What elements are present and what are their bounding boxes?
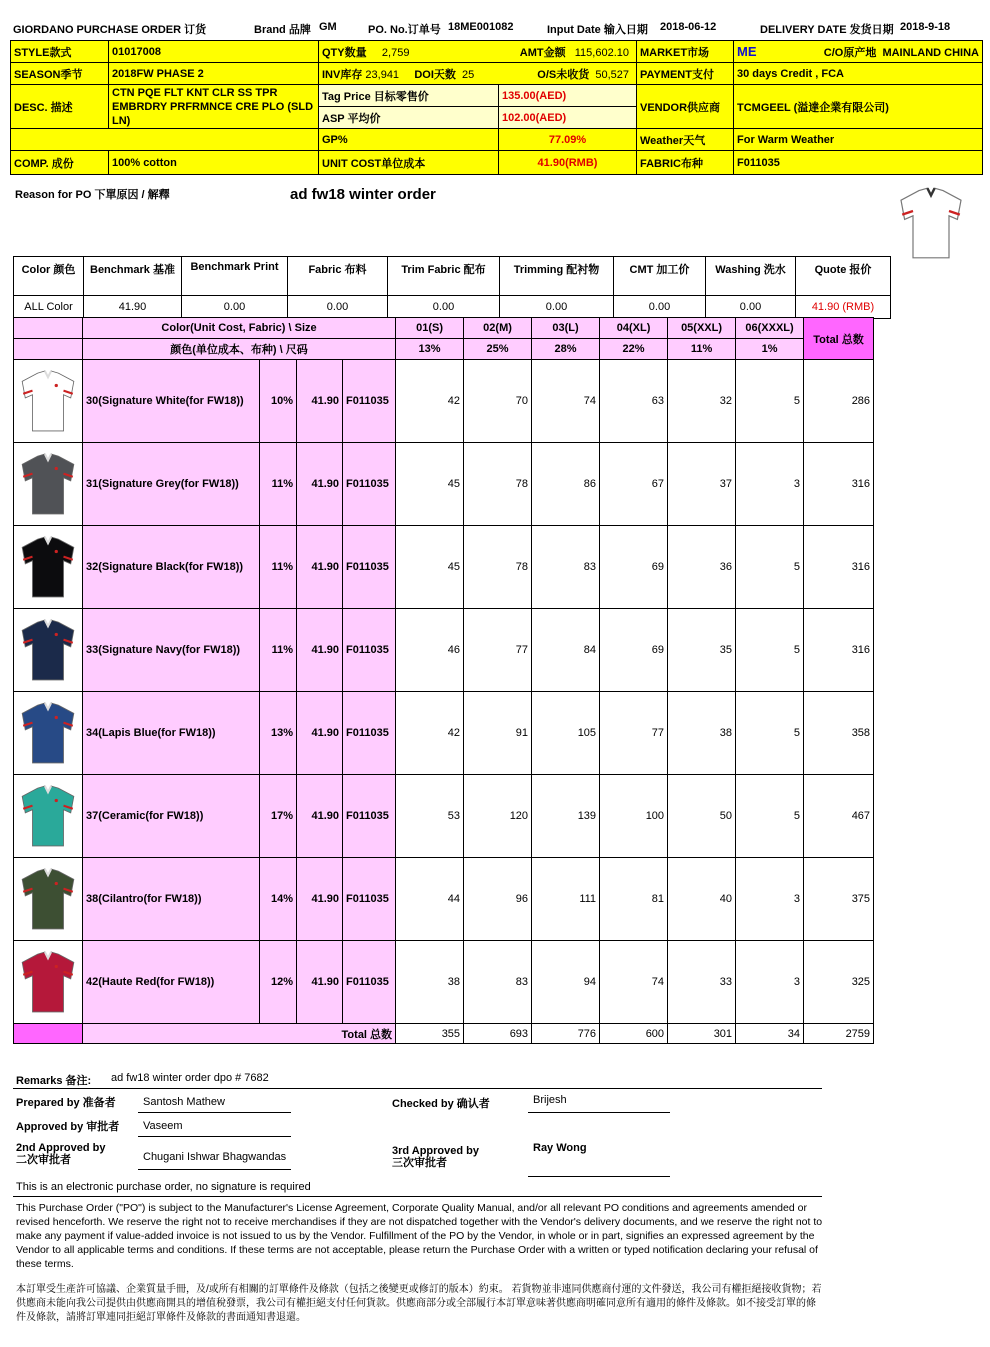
color-pct: 13% (260, 692, 297, 775)
unit-cost: 41.90 (297, 692, 343, 775)
product-image-cell (14, 443, 83, 526)
cost-table (13, 256, 891, 319)
cost-header: Fabric 布料 (288, 257, 388, 296)
order-row (14, 443, 874, 526)
size-quantity: 42 (396, 692, 464, 775)
product-image-cell (14, 609, 83, 692)
size-quantity: 38 (396, 941, 464, 1024)
polo-shirt-icon (17, 529, 79, 605)
size-quantity: 46 (396, 609, 464, 692)
cost-header: Benchmark Print (182, 257, 288, 296)
brand-value: GM (319, 21, 337, 33)
color-name: 30(Signature White(for FW18)) (83, 360, 260, 443)
doi-value: 25 (462, 68, 475, 81)
size-quantity: 5 (736, 692, 804, 775)
size-quantity: 42 (396, 360, 464, 443)
approved-value: Vaseem (143, 1120, 183, 1132)
color-pct: 14% (260, 858, 297, 941)
market-value: ME (737, 43, 757, 59)
order-table (13, 317, 874, 1044)
product-image-cell (14, 692, 83, 775)
size-quantity: 50 (668, 775, 736, 858)
color-name: 33(Signature Navy(for FW18)) (83, 609, 260, 692)
qty-amt-cell (319, 41, 637, 63)
size-pct: 22% (600, 339, 668, 360)
terms-chinese: 本訂單受生產許可協議、企業質量手冊，及/或所有相關的訂單條件及條款（包括之後變更或修訂的版本）約束。 若貨物並非連同供應商付運的文件發送，我公司有權拒絕接收貨物；若供應商未能向我公司提供由供應商開具的增值稅發票，我公司有權拒絕支付任何貨款。供應商部分或全部履行本訂單意味著供應商明確同意所有適用的條件及條款。如不接受訂單的條件及條款，請將訂單連同拒絕訂單條件及條款的書面通知書退還。 (16, 1284, 822, 1323)
color-name: 32(Signature Black(for FW18)) (83, 526, 260, 609)
cost-header: Benchmark 基准 (84, 257, 182, 296)
approved3-value: Ray Wong (533, 1142, 587, 1154)
size-quantity: 5 (736, 609, 804, 692)
color-name: 38(Cilantro(for FW18)) (83, 858, 260, 941)
signature-line (138, 1136, 291, 1137)
cost-header: Trimming 配衬物 (500, 257, 614, 296)
total-label: Total 总数 (83, 1024, 396, 1044)
fabric-code: F011035 (343, 941, 396, 1024)
order-row (14, 360, 874, 443)
fabric-code: F011035 (343, 692, 396, 775)
asp-value: 102.00(AED) (499, 107, 637, 129)
season-value: 2018FW PHASE 2 (109, 63, 319, 85)
row-total: 286 (804, 360, 874, 443)
cost-value: 41.90 (84, 296, 182, 319)
gp-label: GP% (319, 129, 499, 151)
comp-value: 100% cotton (109, 151, 319, 175)
gp-value: 77.09% (499, 129, 637, 151)
row-total: 316 (804, 609, 874, 692)
unit-cost: 41.90 (297, 526, 343, 609)
cost-header: Washing 洗水 (706, 257, 796, 296)
order-row (14, 941, 874, 1024)
cost-header: Trim Fabric 配布 (388, 257, 500, 296)
unit-cost-label: UNIT COST单位成本 (319, 151, 499, 175)
style-label: STYLE款式 (11, 41, 109, 63)
size-total: 693 (464, 1024, 532, 1044)
color-pct: 12% (260, 941, 297, 1024)
size-quantity: 83 (464, 941, 532, 1024)
divider (13, 1088, 822, 1089)
delivery-date: 2018-9-18 (900, 21, 951, 33)
color-pct: 11% (260, 443, 297, 526)
desc-value: CTN PQE FLT KNT CLR SS TPR EMBRDRY PRFRMNCE CRE PLO (SLD LN) (109, 85, 319, 129)
total-header: Total 总数 (804, 318, 874, 360)
unit-cost: 41.90 (297, 775, 343, 858)
size-quantity: 78 (464, 526, 532, 609)
qty-label: QTY数量 (322, 46, 367, 59)
market-origin-cell (734, 41, 983, 63)
fabric-label: FABRIC布种 (637, 151, 734, 175)
row-total: 375 (804, 858, 874, 941)
electronic-notice: This is an electronic purchase order, no signature is required (16, 1181, 311, 1193)
order-row (14, 858, 874, 941)
qty-value: 2,759 (381, 46, 410, 59)
desc-label: DESC. 描述 (11, 85, 109, 129)
checked-value: Brijesh (533, 1094, 567, 1106)
terms-english: This Purchase Order ("PO") is subject to the Manufacturer's License Agreement, Corporate Quality Manual, and/or all relevant PO conditions and agreements amended or revised henceforth. We reserve the right not to receive merchandises if they are not dispatched together with the Vendor's delivery documents, and we reserve the right not to make any payment if value-added invoice is not issued to us by the Vendor. Fulfillment of the PO by the Vendor, in whole or in part, signifies an expressed agreement by the Vendor to all applicable terms and conditions. If these terms are not acceptable, please return the Purchase Order with a written or typed notification declaring your refusal of these terms. (16, 1202, 823, 1270)
fabric-code: F011035 (343, 360, 396, 443)
unit-cost: 41.90 (297, 858, 343, 941)
fabric-code: F011035 (343, 775, 396, 858)
color-name: 31(Signature Grey(for FW18)) (83, 443, 260, 526)
size-quantity: 69 (600, 609, 668, 692)
size-quantity: 5 (736, 360, 804, 443)
approved-label: Approved by 审批者 (16, 1121, 120, 1133)
row-total: 316 (804, 526, 874, 609)
signature-line (138, 1112, 291, 1113)
size-header: 01(S) (396, 318, 464, 339)
row-total: 358 (804, 692, 874, 775)
size-header: 06(XXXL) (736, 318, 804, 339)
polo-shirt-icon (17, 363, 79, 439)
quote-value: 41.90 (RMB) (796, 296, 891, 319)
prepared-label: Prepared by 准备者 (16, 1097, 116, 1109)
inv-label: INV库存 (322, 68, 363, 81)
size-quantity: 3 (736, 858, 804, 941)
weather-label: Weather天气 (637, 129, 734, 151)
color-pct: 10% (260, 360, 297, 443)
size-quantity: 67 (600, 443, 668, 526)
size-quantity: 53 (396, 775, 464, 858)
order-header-color: Color(Unit Cost, Fabric) \ Size (83, 318, 396, 339)
order-row (14, 692, 874, 775)
cost-value: 0.00 (182, 296, 288, 319)
size-quantity: 81 (600, 858, 668, 941)
blank-cell (11, 129, 319, 151)
color-pct: 11% (260, 609, 297, 692)
size-pct: 1% (736, 339, 804, 360)
signature-line (138, 1169, 291, 1170)
tag-price-value: 135.00(AED) (499, 85, 637, 107)
origin-label: C/O原产地 (823, 46, 877, 59)
size-pct: 28% (532, 339, 600, 360)
unit-cost: 41.90 (297, 360, 343, 443)
size-quantity: 69 (600, 526, 668, 609)
size-header: 04(XL) (600, 318, 668, 339)
amt-value: 115,602.10 (574, 46, 629, 59)
approved2-label-zh: 二次审批者 (16, 1154, 71, 1166)
polo-shirt-icon (17, 695, 79, 771)
size-total: 34 (736, 1024, 804, 1044)
payment-value: 30 days Credit , FCA (734, 63, 983, 85)
weather-value: For Warm Weather (734, 129, 983, 151)
signature-line (528, 1112, 670, 1113)
size-quantity: 105 (532, 692, 600, 775)
size-quantity: 94 (532, 941, 600, 1024)
size-quantity: 74 (600, 941, 668, 1024)
order-header-blank (14, 318, 83, 339)
polo-shirt-icon (17, 944, 79, 1020)
polo-shirt-icon (17, 861, 79, 937)
polo-shirt-icon (17, 612, 79, 688)
size-quantity: 45 (396, 443, 464, 526)
cost-value: 0.00 (388, 296, 500, 319)
cost-value: 0.00 (706, 296, 796, 319)
cost-value: ALL Color (14, 296, 84, 319)
size-quantity: 70 (464, 360, 532, 443)
size-total: 600 (600, 1024, 668, 1044)
order-header-color-zh: 颜色(单位成本、布种) \ 尺码 (83, 339, 396, 360)
size-total: 355 (396, 1024, 464, 1044)
size-total: 776 (532, 1024, 600, 1044)
total-blank (14, 1024, 83, 1044)
fabric-code: F011035 (343, 858, 396, 941)
cost-value: 0.00 (500, 296, 614, 319)
input-date: 2018-06-12 (660, 21, 717, 33)
size-quantity: 32 (668, 360, 736, 443)
size-pct: 13% (396, 339, 464, 360)
size-quantity: 40 (668, 858, 736, 941)
approved2-label (16, 1142, 105, 1166)
unit-cost-value: 41.90(RMB) (499, 151, 637, 175)
style-value: 01017008 (109, 41, 319, 63)
product-image-cell (14, 775, 83, 858)
approved2-value: Chugani Ishwar Bhagwandas (143, 1151, 287, 1163)
signature-line (528, 1176, 670, 1177)
inv-value: 23,941 (365, 68, 400, 81)
remarks-label: Remarks 备注: (16, 1075, 92, 1087)
color-name: 34(Lapis Blue(for FW18)) (83, 692, 260, 775)
amt-label: AMT金额 (519, 46, 566, 59)
unit-cost: 41.90 (297, 609, 343, 692)
size-pct: 11% (668, 339, 736, 360)
cost-header: Color 颜色 (14, 257, 84, 296)
size-quantity: 37 (668, 443, 736, 526)
size-quantity: 33 (668, 941, 736, 1024)
os-value: 50,527 (595, 68, 629, 81)
reason-label: Reason for PO 下單原因 / 解釋 (15, 189, 170, 201)
origin-value: MAINLAND CHINA (882, 46, 979, 59)
approved3-label-zh: 三次审批者 (392, 1157, 447, 1169)
approved3-label-en: 3rd Approved by (392, 1145, 479, 1157)
color-pct: 17% (260, 775, 297, 858)
product-image-cell (14, 526, 83, 609)
size-quantity: 36 (668, 526, 736, 609)
tag-price-label: Tag Price 目标零售价 (319, 85, 499, 107)
approved3-label (392, 1145, 479, 1169)
remarks-value: ad fw18 winter order dpo # 7682 (111, 1072, 269, 1084)
size-quantity: 3 (736, 941, 804, 1024)
season-label: SEASON季节 (11, 63, 109, 85)
color-pct: 11% (260, 526, 297, 609)
color-name: 37(Ceramic(for FW18)) (83, 775, 260, 858)
shirt-icon (895, 183, 967, 263)
doi-label: DOI天数 (414, 68, 456, 81)
fabric-code: F011035 (343, 443, 396, 526)
product-image-cell (14, 360, 83, 443)
size-quantity: 86 (532, 443, 600, 526)
input-date-label: Input Date 输入日期 (547, 24, 648, 36)
size-header: 05(XXL) (668, 318, 736, 339)
po-title: GIORDANO PURCHASE ORDER 订货 (13, 24, 207, 36)
unit-cost: 41.90 (297, 941, 343, 1024)
inv-cell (319, 63, 637, 85)
os-label: O/S未收货 (537, 68, 590, 81)
size-quantity: 44 (396, 858, 464, 941)
product-image-cell (14, 941, 83, 1024)
size-quantity: 45 (396, 526, 464, 609)
po-number-label: PO. No.订单号 (368, 24, 441, 36)
order-row (14, 609, 874, 692)
size-quantity: 91 (464, 692, 532, 775)
size-quantity: 3 (736, 443, 804, 526)
size-quantity: 35 (668, 609, 736, 692)
prepared-value: Santosh Mathew (143, 1096, 225, 1108)
size-quantity: 120 (464, 775, 532, 858)
size-quantity: 63 (600, 360, 668, 443)
size-quantity: 100 (600, 775, 668, 858)
unit-cost: 41.90 (297, 443, 343, 526)
size-quantity: 83 (532, 526, 600, 609)
market-label: MARKET市场 (637, 41, 734, 63)
order-row (14, 775, 874, 858)
delivery-date-label: DELIVERY DATE 发货日期 (760, 24, 894, 36)
size-quantity: 38 (668, 692, 736, 775)
payment-label: PAYMENT支付 (637, 63, 734, 85)
size-quantity: 5 (736, 775, 804, 858)
vendor-label: VENDOR供应商 (637, 85, 734, 129)
po-info-table (10, 40, 983, 175)
size-quantity: 111 (532, 858, 600, 941)
approved2-label-en: 2nd Approved by (16, 1142, 106, 1154)
size-quantity: 77 (600, 692, 668, 775)
comp-label: COMP. 成份 (11, 151, 109, 175)
divider (13, 1196, 822, 1197)
order-header-blank (14, 339, 83, 360)
order-total-row (14, 1024, 874, 1044)
asp-label: ASP 平均价 (319, 107, 499, 129)
checked-label: Checked by 确认者 (392, 1098, 490, 1110)
size-header: 03(L) (532, 318, 600, 339)
size-quantity: 74 (532, 360, 600, 443)
size-quantity: 5 (736, 526, 804, 609)
fabric-value: F011035 (734, 151, 983, 175)
size-quantity: 77 (464, 609, 532, 692)
reason-value: ad fw18 winter order (290, 186, 436, 203)
polo-shirt-icon (17, 446, 79, 522)
size-quantity: 96 (464, 858, 532, 941)
po-number: 18ME001082 (448, 21, 514, 33)
brand-label: Brand 品牌 (254, 24, 311, 36)
product-thumbnail (895, 183, 967, 266)
size-quantity: 139 (532, 775, 600, 858)
size-quantity: 78 (464, 443, 532, 526)
size-pct: 25% (464, 339, 532, 360)
size-quantity: 84 (532, 609, 600, 692)
row-total: 325 (804, 941, 874, 1024)
size-total: 301 (668, 1024, 736, 1044)
grand-total: 2759 (804, 1024, 874, 1044)
cost-header: CMT 加工价 (614, 257, 706, 296)
cost-value: 0.00 (288, 296, 388, 319)
color-name: 42(Haute Red(for FW18)) (83, 941, 260, 1024)
size-header: 02(M) (464, 318, 532, 339)
fabric-code: F011035 (343, 609, 396, 692)
row-total: 467 (804, 775, 874, 858)
product-image-cell (14, 858, 83, 941)
cost-value: 0.00 (614, 296, 706, 319)
polo-shirt-icon (17, 778, 79, 854)
row-total: 316 (804, 443, 874, 526)
cost-header: Quote 报价 (796, 257, 891, 296)
vendor-value: TCMGEEL (溢達企業有限公司) (734, 85, 983, 129)
order-row (14, 526, 874, 609)
fabric-code: F011035 (343, 526, 396, 609)
